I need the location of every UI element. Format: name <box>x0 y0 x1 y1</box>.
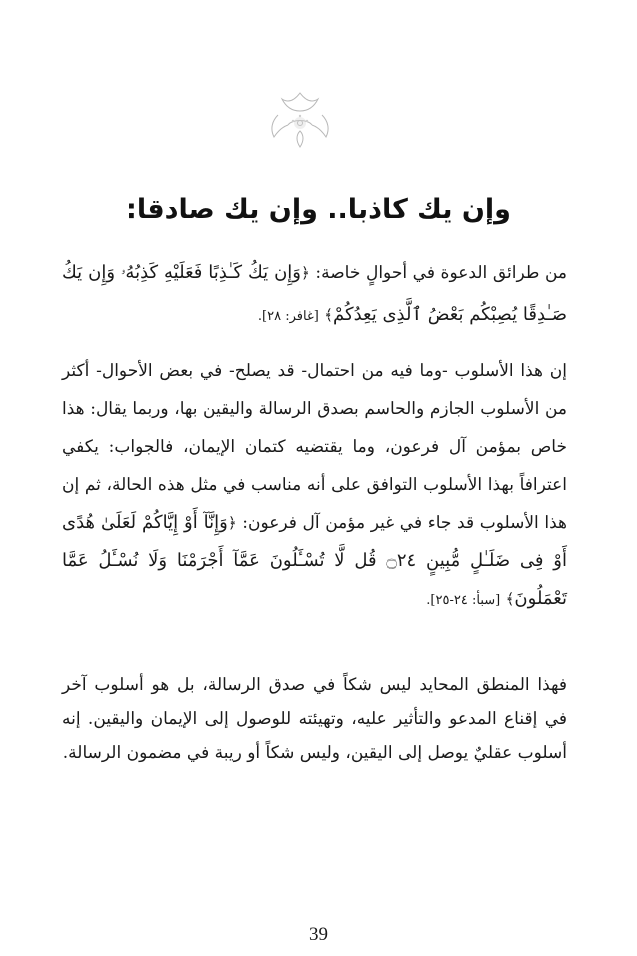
verse-open-bracket: ﴿ <box>227 514 237 532</box>
page-number: 39 <box>309 924 328 945</box>
verse-reference-1: [غافر: ٢٨]. <box>257 309 319 324</box>
quran-verse-1: وَإِن يَكُ كَـٰذِبًا فَعَلَيْهِ كَذِبُهُۥ وَإِن يَكُ صَـٰدِقًا يُصِبْكُم بَعْضُ ٱلَّذِى يَعِدُكُمْ <box>62 262 567 325</box>
verse-close-bracket: ﴾ <box>505 590 515 608</box>
verse-open-bracket: ﴿ <box>301 264 310 282</box>
paragraph-1 <box>62 252 567 338</box>
verse-close-bracket: ﴾ <box>324 306 334 324</box>
quran-verse-2: وَإِنَّآ أَوْ إِيَّاكُمْ لَعَلَىٰ هُدًى أَوْ فِى ضَلَـٰلٍ مُّبِينٍ ۝٢٤ قُل لَّا تُسْـَٔلُونَ عَمَّآ أَجْرَمْنَا وَلَا نُسْـَٔلُ عَمَّا تَعْمَلُونَ <box>62 512 567 609</box>
section-title: وإن يك كاذبا.. وإن يك صادقا: <box>126 194 511 225</box>
verse-reference-2: [سبأ: ٢٤-٢٥]. <box>426 593 501 608</box>
paragraph-2 <box>62 352 567 620</box>
paragraph-2-text: إن هذا الأسلوب -وما فيه من احتمال- قد يصلح- في بعض الأحوال- أكثر من الأسلوب الجازم والحاسم بصدق الرسالة واليقين بها، وربما يقال: هذا خاص بمؤمن آل فرعون، وما يقتضيه كتمان الإيمان، فالجواب: يكفي اعترافاً بهذا الأسلوب التوافق على أنه مناسب في مثل هذه الحالة، ثم إن هذا الأسلوب قد جاء في غير مؤمن آل فرعون: <box>62 361 567 533</box>
paragraph-3: فهذا المنطق المحايد ليس شكاً في صدق الرسالة، بل هو أسلوب آخر في إقناع المدعو والتأثير عليه، وتهيئته للوصول إلى الإيمان واليقين. إنه أسلوب عقليٌ يوصل إلى اليقين، وليس شكاً أو ريبة في مضمون الرسالة. <box>62 675 567 763</box>
paragraph-1-intro: من طرائق الدعوة في أحوالٍ خاصة: <box>315 263 568 283</box>
floral-ornament-icon <box>258 85 342 155</box>
